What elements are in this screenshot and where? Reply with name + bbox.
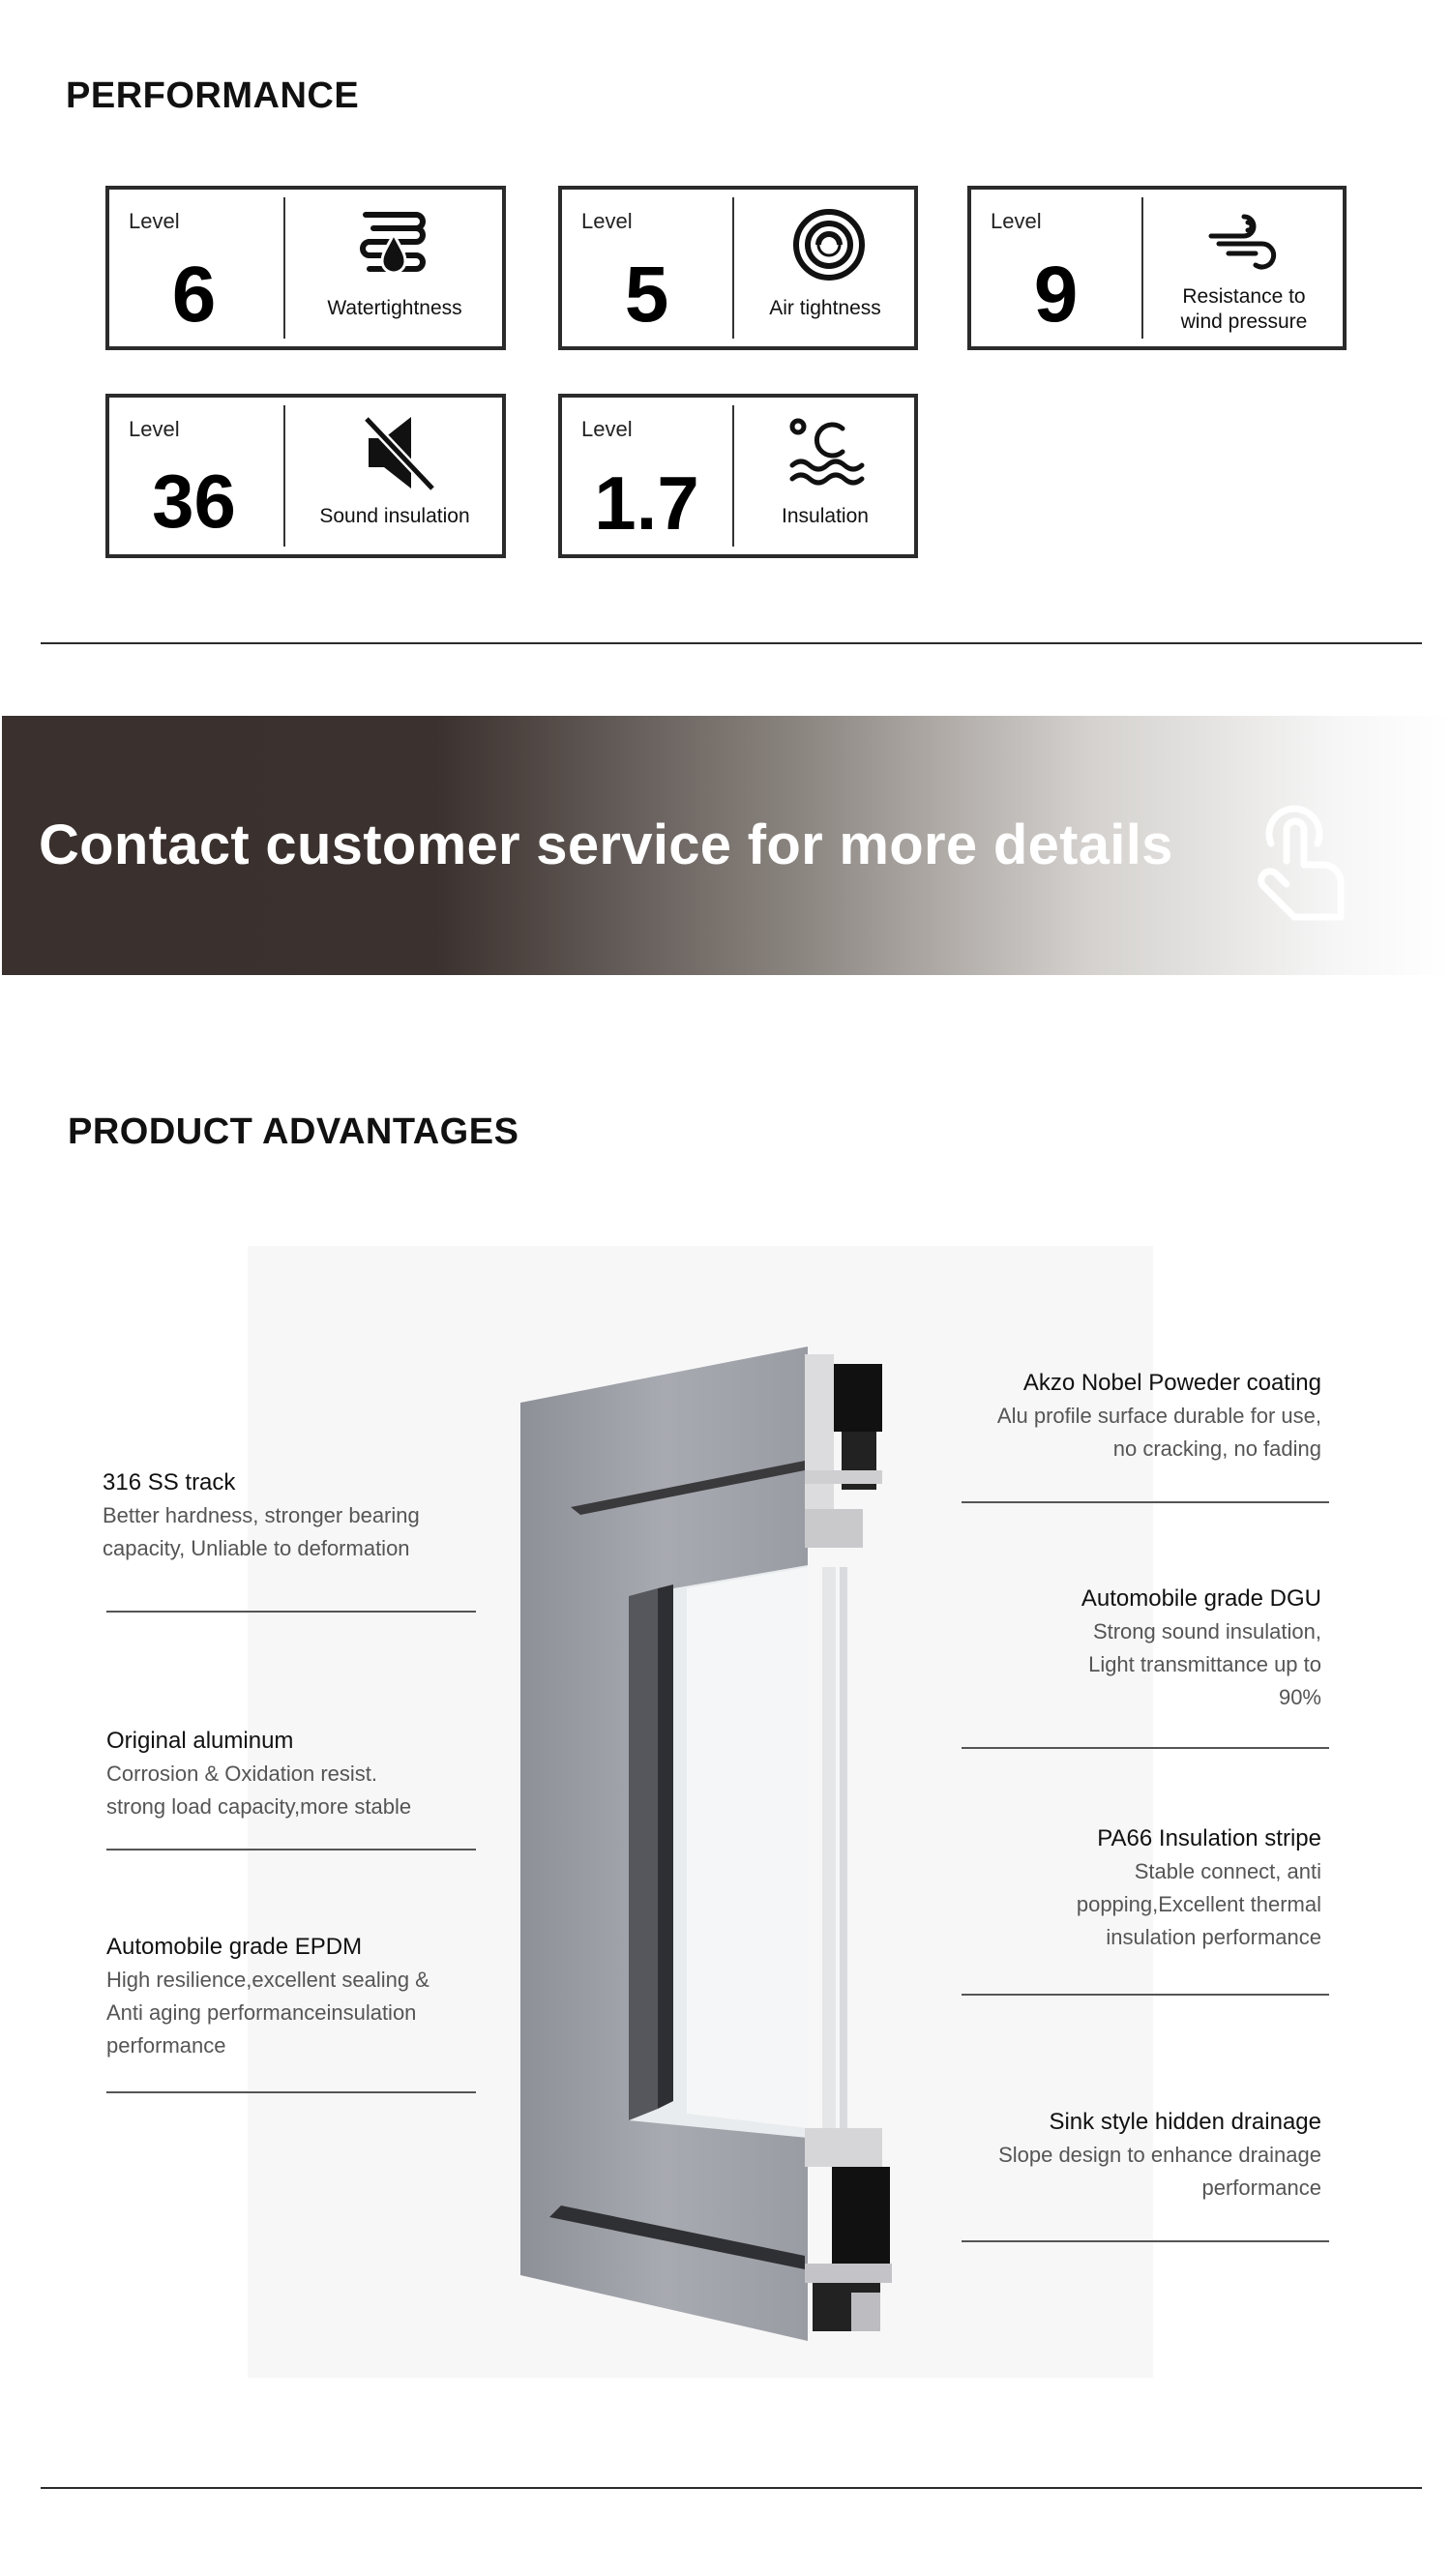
advantage-title-drainage: Sink style hidden drainage: [1049, 2109, 1321, 2135]
advantage-desc-dgu: Strong sound insulation, Light transmittance up to 90%: [1088, 1619, 1321, 1709]
performance-card-wind-pressure: [967, 186, 1347, 350]
performance-card-sound-insulation: [105, 394, 506, 558]
performance-card-air-tightness: [558, 186, 918, 350]
temperature-icon: [788, 417, 866, 489]
advantage-divider: [106, 1849, 476, 1851]
level-value: 6: [171, 251, 217, 339]
wind-icon: [1205, 207, 1283, 279]
level-label: Level: [991, 209, 1042, 233]
advantage-divider: [106, 2091, 476, 2093]
card-caption: Watertightness: [327, 297, 462, 319]
card-caption-line2: wind pressure: [1180, 311, 1308, 333]
tap-hand-icon[interactable]: [1250, 797, 1356, 923]
card-caption: Insulation: [782, 505, 869, 527]
advantage-divider: [962, 1501, 1329, 1503]
performance-card-insulation: [558, 394, 918, 558]
advantage-title-dgu: Automobile grade DGU: [1081, 1585, 1321, 1612]
advantage-desc-epdm: High resilience,excellent sealing & Anti aging performanceinsulation performance: [106, 1968, 429, 2058]
advantage-desc-pa66: Stable connect, anti popping,Excellent thermal insulation performance: [1076, 1859, 1321, 1949]
banner-text[interactable]: Contact customer service for more details: [39, 814, 1173, 876]
advantage-desc-drainage: Slope design to enhance drainage performance: [998, 2143, 1321, 2200]
advantage-title-epdm: Automobile grade EPDM: [106, 1934, 363, 1960]
level-label: Level: [581, 209, 633, 233]
level-value: 9: [1033, 251, 1079, 339]
advantage-title-ss-track: 316 SS track: [103, 1469, 236, 1495]
water-drop-icon: [356, 207, 433, 282]
level-value: 36: [152, 459, 236, 544]
advantage-desc-ss-track: Better hardness, stronger bearing capacity, Unliable to deformation: [103, 1503, 420, 1560]
performance-title: PERFORMANCE: [66, 75, 360, 116]
advantages-title: PRODUCT ADVANTAGES: [68, 1111, 519, 1152]
advantage-divider: [106, 1611, 476, 1613]
level-value: 1.7: [594, 460, 699, 546]
window-profile-image: [503, 1335, 929, 2351]
air-circle-icon: [791, 207, 867, 282]
advantage-divider: [962, 1994, 1329, 1996]
advantage-desc-powder-coating: Alu profile surface durable for use, no cracking, no fading: [996, 1404, 1321, 1461]
contact-banner[interactable]: [2, 716, 1451, 975]
advantage-divider: [962, 2240, 1329, 2242]
mute-icon: [363, 413, 436, 492]
level-label: Level: [581, 417, 633, 441]
section-divider: [41, 642, 1422, 644]
advantage-divider: [962, 1747, 1329, 1749]
advantage-title-powder-coating: Akzo Nobel Poweder coating: [1022, 1370, 1321, 1396]
advantage-desc-aluminum: Corrosion & Oxidation resist. strong load capacity,more stable: [106, 1762, 412, 1819]
bottom-divider: [41, 2487, 1422, 2489]
card-caption-line1: Resistance to: [1182, 285, 1306, 308]
advantage-title-aluminum: Original aluminum: [106, 1728, 294, 1754]
performance-card-watertightness: [105, 186, 506, 350]
level-label: Level: [129, 417, 180, 441]
advantage-title-pa66: PA66 Insulation stripe: [1097, 1825, 1321, 1851]
card-caption: Sound insulation: [319, 505, 470, 527]
level-value: 5: [624, 251, 669, 339]
level-label: Level: [129, 209, 180, 233]
card-caption: Air tightness: [769, 297, 881, 319]
